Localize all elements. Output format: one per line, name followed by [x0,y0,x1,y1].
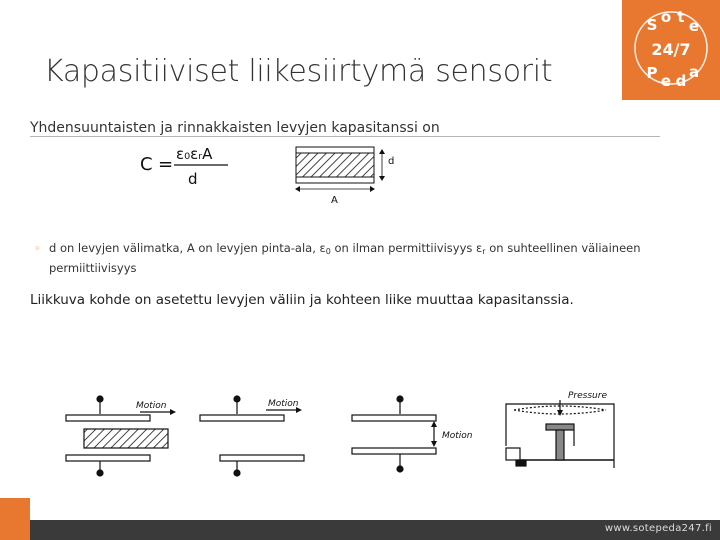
logo-letter: S [646,16,658,34]
logo-letter: o [660,8,672,26]
motion-label: Motion [442,431,473,441]
statement-text: Liikkuva kohde on asetettu levyjen väliin ja kohteen liike muuttaa kapasitanssia. [30,292,574,308]
page-title: Kapasitiiviset liikesiirtymä sensorit [44,54,553,89]
bullet-marker: ◦ [34,242,41,255]
bullet-text-part: on suhteellinen väliaineen permiittiivisyys [49,241,641,275]
logo-letter: t [677,8,685,26]
capacitance-formula [136,140,236,190]
diagram-pressure-sensor [506,391,614,468]
diagram-changing-gap [352,396,473,472]
formula-numerator: ε₀εᵣA [176,145,213,163]
formula-denominator: d [188,170,198,188]
divider [30,136,660,137]
diagram-sliding-plate [200,396,304,476]
bullet-text-part: d on levyjen välimatka, A on levyjen pinta-ala, ε [49,241,326,255]
sotepeda-logo-graphic [622,0,720,100]
logo-letter: e [688,17,700,35]
subscript: r [482,247,486,256]
bullet-definitions [34,240,694,277]
label-A: A [331,195,338,206]
top-plate [296,147,374,153]
sotepeda-logo [622,0,720,100]
footer-url: www.sotepeda247.fi [604,523,712,534]
motion-label: Motion [268,399,299,409]
logo-letter: a [688,63,700,81]
formula-equals: = [158,154,174,175]
parallel-plates-figure [288,140,408,206]
logo-letter: d [675,72,687,90]
sensor-configurations-figure [60,388,620,478]
bottom-plate [296,177,374,183]
logo-letter: P [646,64,658,82]
bullet-text [49,240,694,277]
footer-accent [0,498,30,540]
logo-letter: e [660,72,672,90]
formula-lhs: C [140,154,153,175]
pressure-label: Pressure [568,391,607,401]
logo-center: 24/7 [651,40,691,59]
subscript: 0 [325,247,331,256]
intro-text: Yhdensuuntaisten ja rinnakkaisten levyjen kapasitanssi on [30,120,440,136]
label-d: d [388,156,395,167]
bullet-text-part: on ilman permittiivisyys ε [330,241,483,255]
motion-label: Motion [136,401,167,411]
diagram-moving-dielectric [66,396,176,476]
dielectric [296,153,374,177]
